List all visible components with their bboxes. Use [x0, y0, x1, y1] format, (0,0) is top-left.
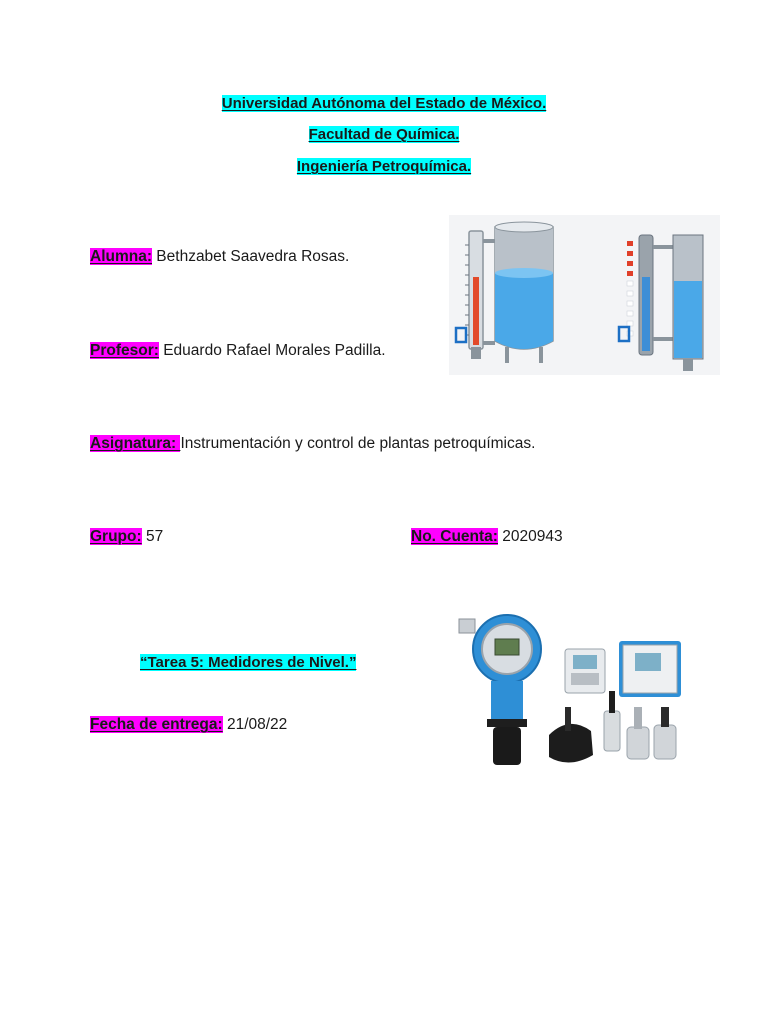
- faculty-text: Facultad de Química.: [308, 126, 460, 143]
- group-row: [90, 527, 163, 546]
- date-value: 21/08/22: [222, 716, 288, 733]
- university-title: [0, 94, 768, 113]
- group-value: 57: [141, 528, 164, 545]
- program-text: Ingeniería Petroquímica.: [296, 158, 472, 175]
- account-value: 2020943: [497, 528, 563, 545]
- account-label: No. Cuenta:: [411, 528, 498, 545]
- student-row: [90, 247, 349, 266]
- level-transmitters-photo: [441, 607, 691, 773]
- subject-label: Asignatura:: [90, 435, 181, 452]
- subject-value: Instrumentación y control de plantas petroquímicas.: [180, 435, 536, 452]
- professor-label: Profesor:: [90, 342, 159, 359]
- professor-row: [90, 341, 386, 360]
- student-value: Bethzabet Saavedra Rosas.: [152, 248, 350, 265]
- ultrasonic-devices-graphic: [441, 607, 691, 773]
- university-text: Universidad Autónoma del Estado de México.: [221, 95, 547, 112]
- professor-value: Eduardo Rafael Morales Padilla.: [158, 342, 386, 359]
- account-row: [411, 527, 563, 546]
- date-row: [90, 715, 287, 734]
- program-title: [0, 157, 768, 176]
- tank-gauges-graphic: [449, 215, 720, 375]
- group-label: Grupo:: [90, 528, 142, 545]
- assignment-title-text: “Tarea 5: Medidores de Nivel.”: [140, 654, 357, 671]
- student-label: Alumna:: [90, 248, 152, 265]
- subject-row: [90, 434, 535, 453]
- assignment-title: [140, 653, 356, 672]
- level-tank-illustration: [449, 215, 720, 375]
- faculty-title: [0, 125, 768, 144]
- date-label: Fecha de entrega:: [90, 716, 223, 733]
